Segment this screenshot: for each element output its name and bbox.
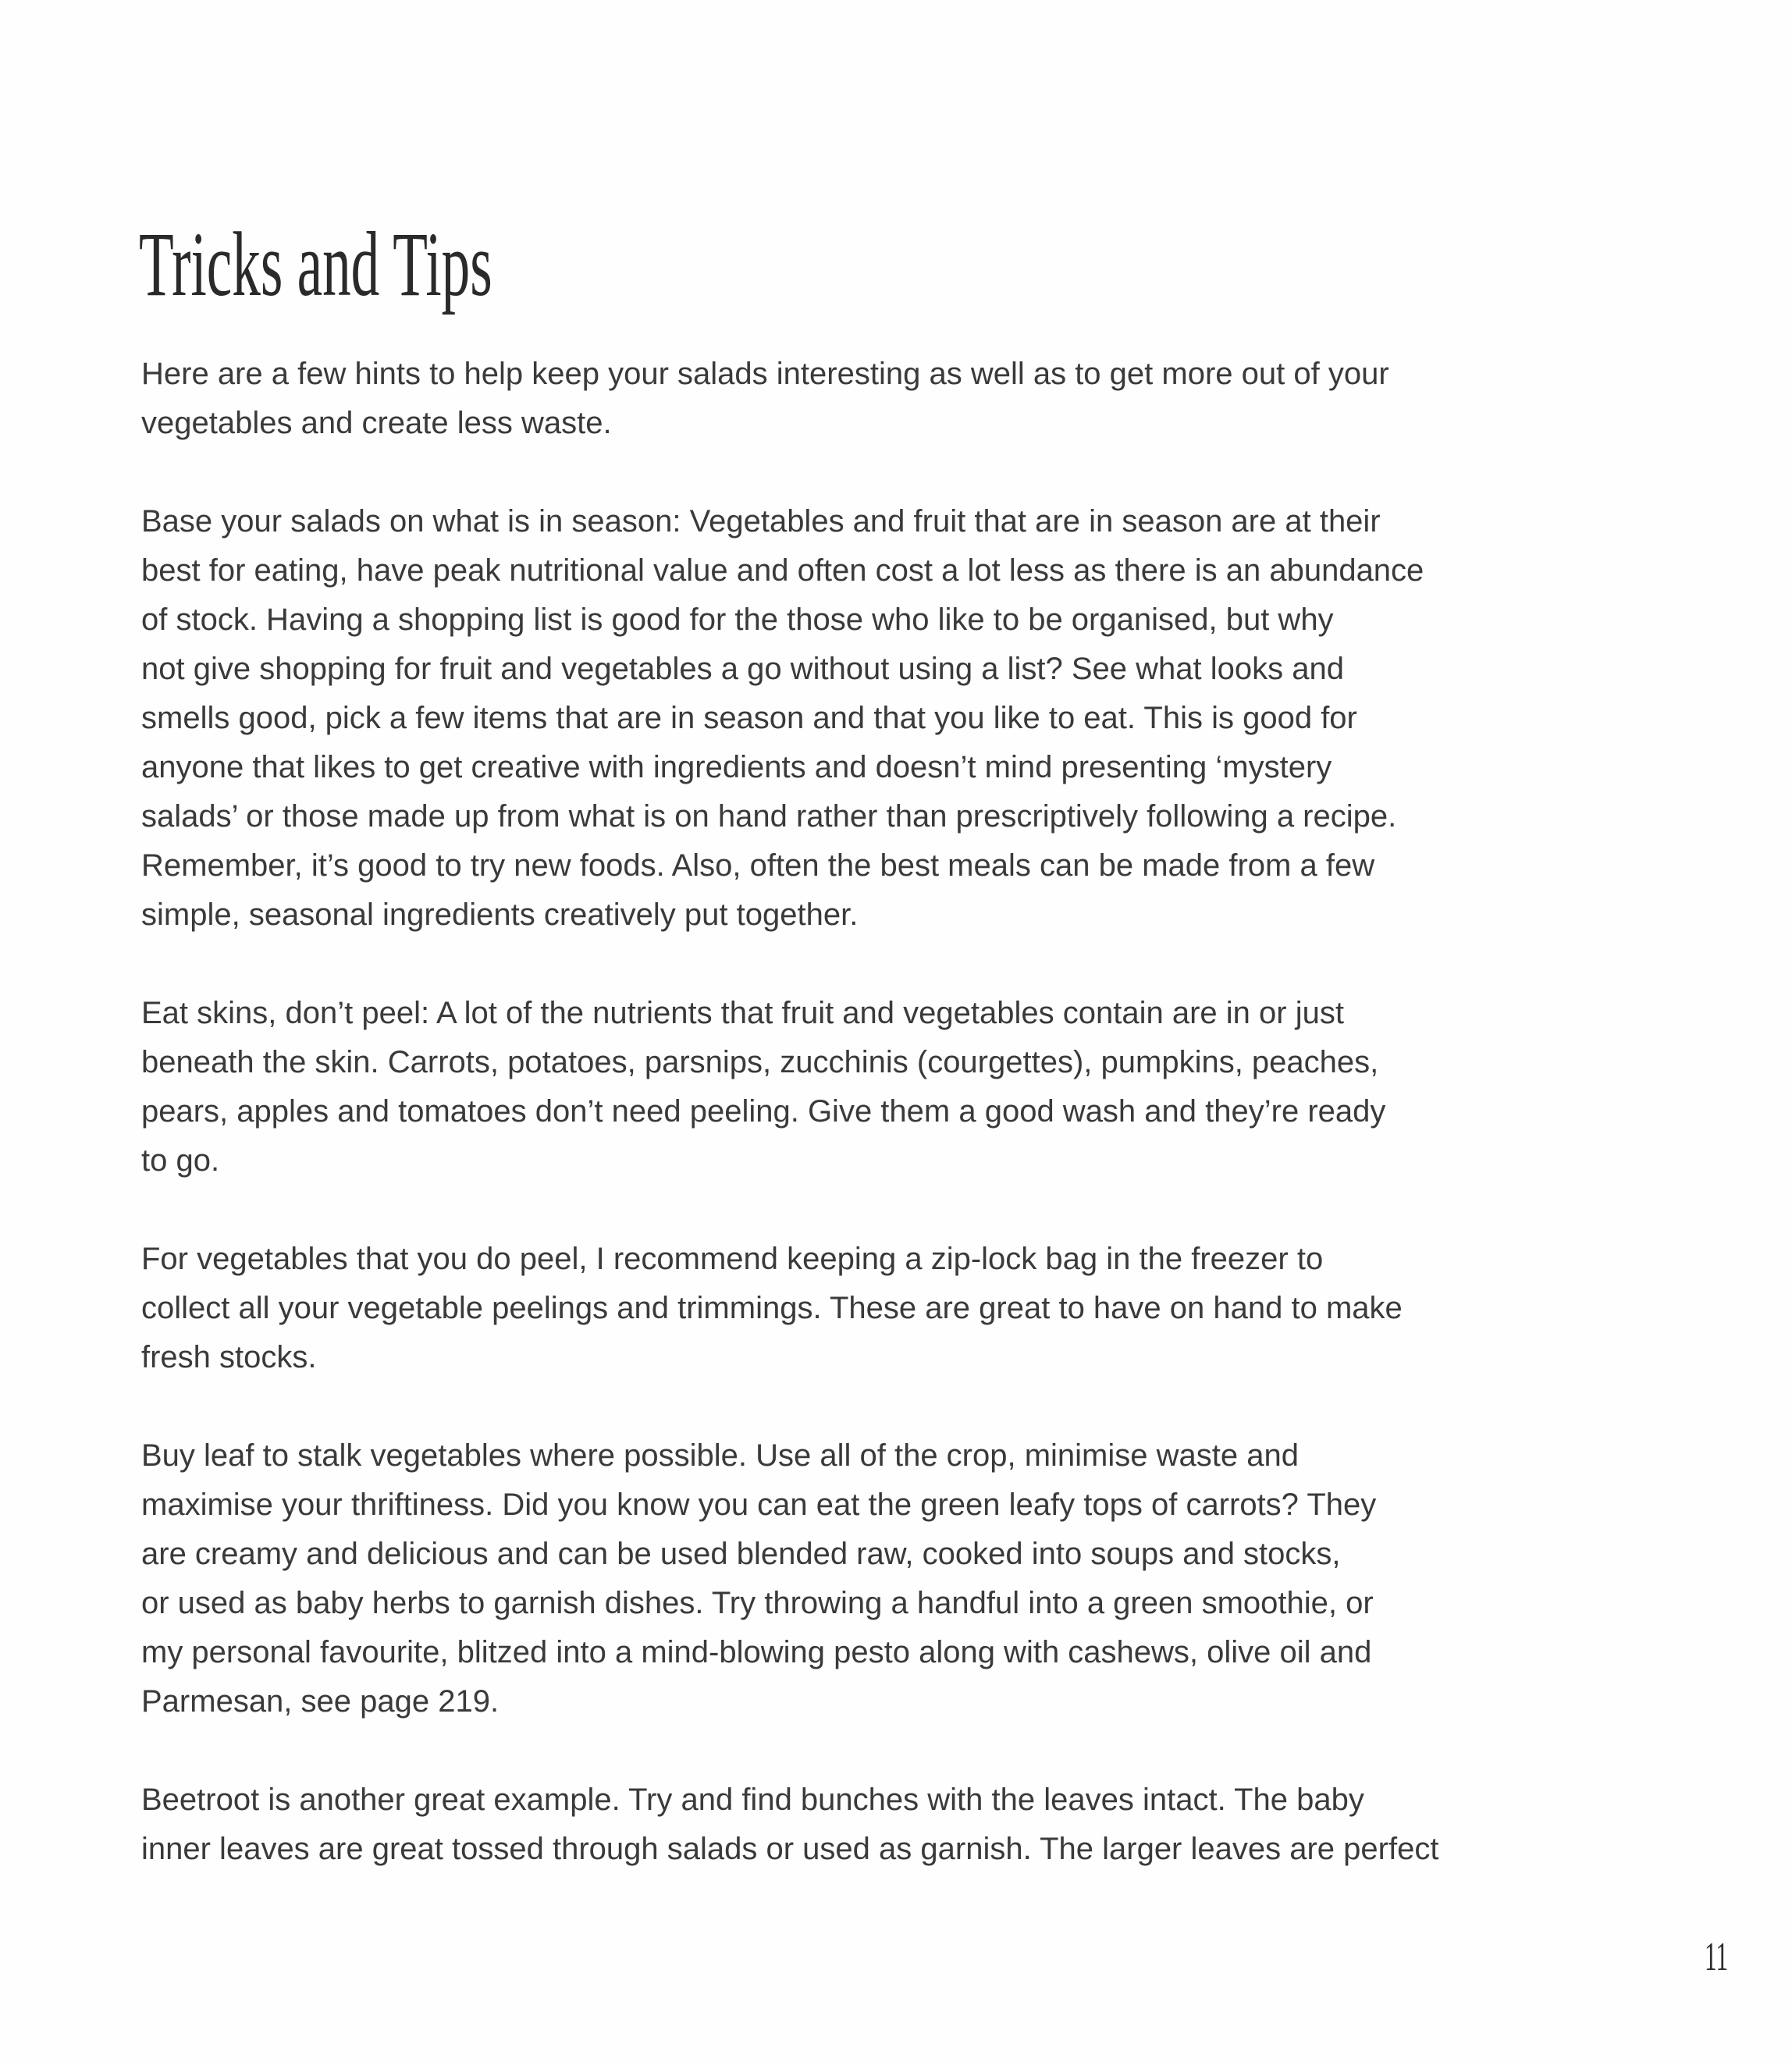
- text-line: best for eating, have peak nutritional value and often cost a lot less as there is an abundance: [141, 553, 1424, 588]
- text-line: Eat skins, don’t peel: A lot of the nutrients that fruit and vegetables contain are in or just: [141, 996, 1344, 1030]
- paragraph: [141, 1235, 1663, 1382]
- text-line: salads’ or those made up from what is on hand rather than prescriptively following a recipe.: [141, 799, 1397, 834]
- text-line: maximise your thriftiness. Did you know you can eat the green leafy tops of carrots? They: [141, 1488, 1377, 1522]
- text-line: not give shopping for fruit and vegetables a go without using a list? See what looks and: [141, 652, 1344, 686]
- text-line: Here are a few hints to help keep your salads interesting as well as to get more out of your: [141, 357, 1389, 391]
- paragraph: [141, 989, 1663, 1186]
- text-line: inner leaves are great tossed through salads or used as garnish. The larger leaves are perfect: [141, 1832, 1439, 1866]
- text-line: to go.: [141, 1143, 220, 1178]
- page-title: Tricks and Tips: [139, 213, 492, 315]
- paragraph: [141, 1431, 1663, 1726]
- page-number: 11: [1705, 1935, 1729, 1979]
- text-line: simple, seasonal ingredients creatively put together.: [141, 898, 859, 932]
- text-line: or used as baby herbs to garnish dishes. Try throwing a handful into a green smoothie, or: [141, 1586, 1374, 1620]
- text-line: vegetables and create less waste.: [141, 406, 612, 440]
- text-line: my personal favourite, blitzed into a mind-blowing pesto along with cashews, olive oil and: [141, 1635, 1372, 1669]
- text-line: Remember, it’s good to try new foods. Also, often the best meals can be made from a few: [141, 848, 1375, 883]
- paragraph: [141, 350, 1663, 448]
- text-line: anyone that likes to get creative with ingredients and doesn’t mind presenting ‘mystery: [141, 750, 1332, 784]
- text-line: of stock. Having a shopping list is good for the those who like to be organised, but why: [141, 603, 1334, 637]
- text-line: Parmesan, see page 219.: [141, 1684, 500, 1719]
- text-line: For vegetables that you do peel, I recommend keeping a zip-lock bag in the freezer to: [141, 1242, 1324, 1276]
- text-line: collect all your vegetable peelings and trimmings. These are great to have on hand to make: [141, 1291, 1403, 1325]
- paragraph: [141, 1776, 1663, 1874]
- text-line: Buy leaf to stalk vegetables where possible. Use all of the crop, minimise waste and: [141, 1438, 1299, 1473]
- text-line: smells good, pick a few items that are in season and that you like to eat. This is good for: [141, 701, 1357, 735]
- text-line: are creamy and delicious and can be used blended raw, cooked into soups and stocks,: [141, 1537, 1341, 1571]
- body-text: [141, 350, 1663, 1923]
- text-line: pears, apples and tomatoes don’t need peeling. Give them a good wash and they’re ready: [141, 1094, 1386, 1129]
- text-line: Base your salads on what is in season: Vegetables and fruit that are in season are at their: [141, 504, 1381, 539]
- text-line: Beetroot is another great example. Try and find bunches with the leaves intact. The baby: [141, 1783, 1364, 1817]
- text-line: beneath the skin. Carrots, potatoes, parsnips, zucchinis (courgettes), pumpkins, peaches,: [141, 1045, 1379, 1079]
- text-line: fresh stocks.: [141, 1340, 317, 1374]
- paragraph: [141, 497, 1663, 940]
